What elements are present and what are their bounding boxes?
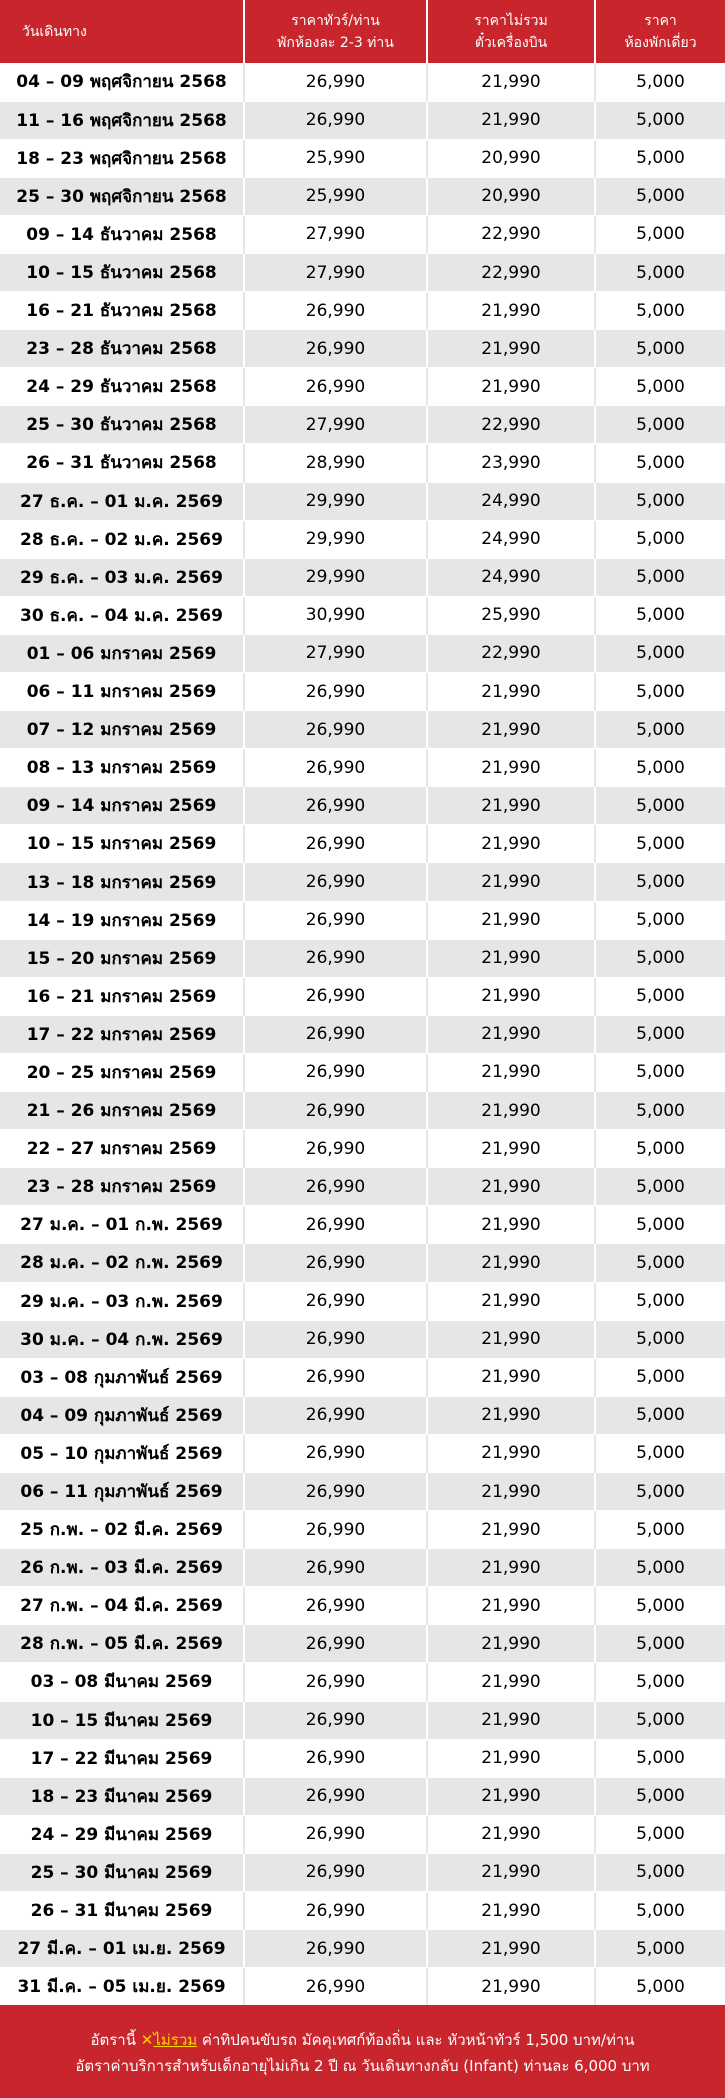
single-room-cell: 5,000 [595, 63, 725, 101]
table-row [0, 1587, 725, 1625]
single-room-cell: 5,000 [595, 406, 725, 444]
price-no-ticket-cell: 21,990 [427, 330, 595, 368]
table-row [0, 1815, 725, 1853]
single-room-cell: 5,000 [595, 215, 725, 253]
travel-date-cell: 09 – 14 ธันวาคม 2568 [0, 215, 244, 253]
table-row [0, 1015, 725, 1053]
single-room-cell: 5,000 [595, 1396, 725, 1434]
table-row [0, 1244, 725, 1282]
price-no-ticket-cell: 21,990 [427, 1625, 595, 1663]
price-no-ticket-cell: 21,990 [427, 1282, 595, 1320]
tour-price-cell: 26,990 [244, 1853, 427, 1891]
table-row [0, 177, 725, 215]
price-no-ticket-cell: 25,990 [427, 596, 595, 634]
travel-date-cell: 30 ม.ค. – 04 ก.พ. 2569 [0, 1320, 244, 1358]
footer-line-2: อัตราค่าบริการสำหรับเด็กอายุไม่เกิน 2 ปี ณ วันเดินทางกลับ (Infant) ท่านละ 6,000 บาท [75, 2057, 650, 2075]
single-room-cell: 5,000 [595, 1092, 725, 1130]
single-room-cell: 5,000 [595, 749, 725, 787]
tour-price-cell: 29,990 [244, 520, 427, 558]
price-no-ticket-cell: 21,990 [427, 1320, 595, 1358]
price-no-ticket-cell: 21,990 [427, 1892, 595, 1930]
travel-date-cell: 28 ม.ค. – 02 ก.พ. 2569 [0, 1244, 244, 1282]
table-row [0, 1282, 725, 1320]
tour-price-cell: 27,990 [244, 634, 427, 672]
price-no-ticket-cell: 21,990 [427, 1092, 595, 1130]
price-no-ticket-cell: 21,990 [427, 1701, 595, 1739]
single-room-cell: 5,000 [595, 673, 725, 711]
header-travel-date-label: วันเดินทาง [22, 23, 87, 40]
travel-date-cell: 31 มี.ค. – 05 เม.ย. 2569 [0, 1968, 244, 2006]
single-room-cell: 5,000 [595, 1663, 725, 1701]
travel-date-cell: 25 – 30 ธันวาคม 2568 [0, 406, 244, 444]
table-row [0, 634, 725, 672]
single-room-cell: 5,000 [595, 253, 725, 291]
single-room-cell: 5,000 [595, 1511, 725, 1549]
travel-date-cell: 20 – 25 มกราคม 2569 [0, 1053, 244, 1091]
travel-date-cell: 18 – 23 พฤศจิกายน 2568 [0, 139, 244, 177]
tour-price-cell: 26,990 [244, 1549, 427, 1587]
price-no-ticket-cell: 21,990 [427, 1130, 595, 1168]
tour-price-cell: 26,990 [244, 368, 427, 406]
table-row [0, 1511, 725, 1549]
table-row [0, 596, 725, 634]
table-row [0, 1739, 725, 1777]
header-single-room-line2: ห้องพักเดี่ยว [624, 34, 697, 51]
table-row [0, 1168, 725, 1206]
header-single-room [595, 0, 725, 63]
price-no-ticket-cell: 21,990 [427, 901, 595, 939]
tour-price-cell: 29,990 [244, 482, 427, 520]
travel-date-cell: 23 – 28 มกราคม 2569 [0, 1168, 244, 1206]
tour-price-cell: 29,990 [244, 558, 427, 596]
single-room-cell: 5,000 [595, 1625, 725, 1663]
not-included-label: ไม่รวม [153, 2031, 198, 2049]
price-no-ticket-cell: 21,990 [427, 1549, 595, 1587]
travel-date-cell: 10 – 15 มกราคม 2569 [0, 825, 244, 863]
single-room-cell: 5,000 [595, 1206, 725, 1244]
travel-date-cell: 27 ก.พ. – 04 มี.ค. 2569 [0, 1587, 244, 1625]
price-no-ticket-cell: 21,990 [427, 673, 595, 711]
single-room-cell: 5,000 [595, 787, 725, 825]
table-row [0, 863, 725, 901]
table-row [0, 1663, 725, 1701]
travel-date-cell: 22 – 27 มกราคม 2569 [0, 1130, 244, 1168]
footer-line-1 [0, 2027, 725, 2053]
travel-date-cell: 23 – 28 ธันวาคม 2568 [0, 330, 244, 368]
price-no-ticket-cell: 21,990 [427, 1396, 595, 1434]
tour-price-cell: 26,990 [244, 787, 427, 825]
table-row [0, 1625, 725, 1663]
table-row [0, 1777, 725, 1815]
tour-price-cell: 26,990 [244, 292, 427, 330]
single-room-cell: 5,000 [595, 939, 725, 977]
table-row [0, 1358, 725, 1396]
single-room-cell: 5,000 [595, 1815, 725, 1853]
tour-price-cell: 26,990 [244, 1968, 427, 2006]
single-room-cell: 5,000 [595, 1549, 725, 1587]
single-room-cell: 5,000 [595, 1320, 725, 1358]
single-room-cell: 5,000 [595, 368, 725, 406]
travel-date-cell: 25 – 30 มีนาคม 2569 [0, 1853, 244, 1891]
price-no-ticket-cell: 24,990 [427, 482, 595, 520]
table-row [0, 101, 725, 139]
price-no-ticket-cell: 21,990 [427, 1930, 595, 1968]
single-room-cell: 5,000 [595, 1168, 725, 1206]
travel-date-cell: 24 – 29 ธันวาคม 2568 [0, 368, 244, 406]
price-no-ticket-cell: 21,990 [427, 1815, 595, 1853]
tour-price-cell: 26,990 [244, 1663, 427, 1701]
tour-price-cell: 26,990 [244, 1434, 427, 1472]
table-row [0, 253, 725, 291]
travel-date-cell: 05 – 10 กุมภาพันธ์ 2569 [0, 1434, 244, 1472]
travel-date-cell: 26 – 31 มีนาคม 2569 [0, 1892, 244, 1930]
travel-date-cell: 15 – 20 มกราคม 2569 [0, 939, 244, 977]
table-row [0, 558, 725, 596]
table-row [0, 787, 725, 825]
travel-date-cell: 18 – 23 มีนาคม 2569 [0, 1777, 244, 1815]
single-room-cell: 5,000 [595, 1930, 725, 1968]
table-row [0, 63, 725, 101]
table-row [0, 749, 725, 787]
tour-price-cell: 26,990 [244, 1815, 427, 1853]
table-row [0, 1396, 725, 1434]
table-body [0, 63, 725, 2006]
table-row [0, 977, 725, 1015]
travel-date-cell: 01 – 06 มกราคม 2569 [0, 634, 244, 672]
tour-price-cell: 26,990 [244, 1015, 427, 1053]
table-row [0, 1320, 725, 1358]
tour-price-cell: 27,990 [244, 406, 427, 444]
single-room-cell: 5,000 [595, 901, 725, 939]
travel-date-cell: 21 – 26 มกราคม 2569 [0, 1092, 244, 1130]
tour-price-cell: 26,990 [244, 939, 427, 977]
travel-date-cell: 03 – 08 มีนาคม 2569 [0, 1663, 244, 1701]
tour-price-cell: 26,990 [244, 825, 427, 863]
single-room-cell: 5,000 [595, 444, 725, 482]
price-no-ticket-cell: 20,990 [427, 139, 595, 177]
price-no-ticket-cell: 21,990 [427, 1511, 595, 1549]
single-room-cell: 5,000 [595, 330, 725, 368]
tour-price-cell: 26,990 [244, 1358, 427, 1396]
single-room-cell: 5,000 [595, 863, 725, 901]
header-travel-date [0, 0, 244, 63]
travel-date-cell: 08 – 13 มกราคม 2569 [0, 749, 244, 787]
table-row [0, 1092, 725, 1130]
price-no-ticket-cell: 21,990 [427, 1472, 595, 1510]
tour-price-cell: 26,990 [244, 1701, 427, 1739]
tour-price-cell: 26,990 [244, 1168, 427, 1206]
price-no-ticket-cell: 22,990 [427, 634, 595, 672]
price-no-ticket-cell: 21,990 [427, 1244, 595, 1282]
single-room-cell: 5,000 [595, 558, 725, 596]
table-row [0, 1130, 725, 1168]
travel-date-cell: 13 – 18 มกราคม 2569 [0, 863, 244, 901]
single-room-cell: 5,000 [595, 825, 725, 863]
price-no-ticket-cell: 21,990 [427, 1739, 595, 1777]
price-no-ticket-cell: 21,990 [427, 1015, 595, 1053]
price-no-ticket-cell: 21,990 [427, 1587, 595, 1625]
single-room-cell: 5,000 [595, 1358, 725, 1396]
travel-date-cell: 25 ก.พ. – 02 มี.ค. 2569 [0, 1511, 244, 1549]
travel-date-cell: 17 – 22 มกราคม 2569 [0, 1015, 244, 1053]
footer-tip-text: ค่าทิปคนขับรถ มัคคุเทศก์ท้องถิ่น และ หัวหน้าทัวร์ 1,500 บาท/ท่าน [201, 2031, 635, 2049]
tour-price-cell: 26,990 [244, 1511, 427, 1549]
price-no-ticket-cell: 21,990 [427, 825, 595, 863]
travel-date-cell: 14 – 19 มกราคม 2569 [0, 901, 244, 939]
tour-price-cell: 27,990 [244, 253, 427, 291]
price-no-ticket-cell: 23,990 [427, 444, 595, 482]
single-room-cell: 5,000 [595, 1015, 725, 1053]
table-row [0, 520, 725, 558]
single-room-cell: 5,000 [595, 977, 725, 1015]
tour-price-cell: 26,990 [244, 1396, 427, 1434]
single-room-cell: 5,000 [595, 634, 725, 672]
table-row [0, 444, 725, 482]
travel-date-cell: 06 – 11 กุมภาพันธ์ 2569 [0, 1472, 244, 1510]
tour-price-cell: 26,990 [244, 749, 427, 787]
single-room-cell: 5,000 [595, 1472, 725, 1510]
table-row [0, 1892, 725, 1930]
travel-date-cell: 27 มี.ค. – 01 เม.ย. 2569 [0, 1930, 244, 1968]
travel-date-cell: 10 – 15 ธันวาคม 2568 [0, 253, 244, 291]
price-no-ticket-cell: 21,990 [427, 1168, 595, 1206]
single-room-cell: 5,000 [595, 1892, 725, 1930]
tour-price-cell: 25,990 [244, 177, 427, 215]
table-row [0, 673, 725, 711]
price-no-ticket-cell: 21,990 [427, 1777, 595, 1815]
tour-price-cell: 26,990 [244, 1206, 427, 1244]
tour-price-cell: 26,990 [244, 63, 427, 101]
tour-price-cell: 26,990 [244, 1282, 427, 1320]
tour-price-cell: 26,990 [244, 901, 427, 939]
tour-price-cell: 26,990 [244, 1930, 427, 1968]
single-room-cell: 5,000 [595, 1853, 725, 1891]
table-row [0, 901, 725, 939]
tour-price-cell: 26,990 [244, 1739, 427, 1777]
table-row [0, 1472, 725, 1510]
table-row [0, 1434, 725, 1472]
header-tour-price [244, 0, 427, 63]
travel-date-cell: 27 ธ.ค. – 01 ม.ค. 2569 [0, 482, 244, 520]
price-no-ticket-cell: 22,990 [427, 215, 595, 253]
price-no-ticket-cell: 21,990 [427, 787, 595, 825]
travel-date-cell: 03 – 08 กุมภาพันธ์ 2569 [0, 1358, 244, 1396]
single-room-cell: 5,000 [595, 482, 725, 520]
travel-date-cell: 16 – 21 มกราคม 2569 [0, 977, 244, 1015]
header-price-no-ticket [427, 0, 595, 63]
header-price-no-ticket-line1: ราคาไม่รวม [474, 12, 548, 29]
travel-date-cell: 06 – 11 มกราคม 2569 [0, 673, 244, 711]
header-tour-price-line1: ราคาทัวร์/ท่าน [291, 12, 380, 29]
table-row [0, 368, 725, 406]
single-room-cell: 5,000 [595, 1777, 725, 1815]
table-row [0, 1549, 725, 1587]
travel-date-cell: 26 – 31 ธันวาคม 2568 [0, 444, 244, 482]
travel-date-cell: 26 ก.พ. – 03 มี.ค. 2569 [0, 1549, 244, 1587]
price-no-ticket-cell: 21,990 [427, 1968, 595, 2006]
price-no-ticket-cell: 20,990 [427, 177, 595, 215]
travel-date-cell: 09 – 14 มกราคม 2569 [0, 787, 244, 825]
table-row [0, 1053, 725, 1091]
travel-date-cell: 29 ธ.ค. – 03 ม.ค. 2569 [0, 558, 244, 596]
price-no-ticket-cell: 21,990 [427, 368, 595, 406]
single-room-cell: 5,000 [595, 1968, 725, 2006]
travel-date-cell: 24 – 29 มีนาคม 2569 [0, 1815, 244, 1853]
single-room-cell: 5,000 [595, 1434, 725, 1472]
tour-price-cell: 25,990 [244, 139, 427, 177]
price-no-ticket-cell: 21,990 [427, 101, 595, 139]
price-no-ticket-cell: 22,990 [427, 253, 595, 291]
tour-price-cell: 26,990 [244, 1777, 427, 1815]
table-row [0, 1206, 725, 1244]
tour-price-cell: 26,990 [244, 863, 427, 901]
tour-price-cell: 26,990 [244, 1472, 427, 1510]
travel-date-cell: 27 ม.ค. – 01 ก.พ. 2569 [0, 1206, 244, 1244]
table-row [0, 1930, 725, 1968]
single-room-cell: 5,000 [595, 1244, 725, 1282]
single-room-cell: 5,000 [595, 101, 725, 139]
table-row [0, 939, 725, 977]
travel-date-cell: 25 – 30 พฤศจิกายน 2568 [0, 177, 244, 215]
tour-price-cell: 26,990 [244, 1587, 427, 1625]
table-row [0, 292, 725, 330]
tour-price-cell: 27,990 [244, 215, 427, 253]
price-no-ticket-cell: 21,990 [427, 1853, 595, 1891]
tour-price-cell: 26,990 [244, 1625, 427, 1663]
tour-price-cell: 26,990 [244, 101, 427, 139]
travel-date-cell: 07 – 12 มกราคม 2569 [0, 711, 244, 749]
price-no-ticket-cell: 21,990 [427, 977, 595, 1015]
table-row [0, 139, 725, 177]
table-row [0, 711, 725, 749]
price-no-ticket-cell: 21,990 [427, 292, 595, 330]
footer-prefix: อัตรานี้ [90, 2031, 136, 2049]
header-tour-price-line2: พักห้องละ 2-3 ท่าน [277, 34, 394, 51]
single-room-cell: 5,000 [595, 139, 725, 177]
single-room-cell: 5,000 [595, 177, 725, 215]
tour-price-cell: 26,990 [244, 1320, 427, 1358]
price-no-ticket-cell: 21,990 [427, 749, 595, 787]
tour-price-cell: 26,990 [244, 1053, 427, 1091]
table-row [0, 1853, 725, 1891]
travel-date-cell: 04 – 09 กุมภาพันธ์ 2569 [0, 1396, 244, 1434]
price-no-ticket-cell: 21,990 [427, 711, 595, 749]
header-row [0, 0, 725, 63]
tour-price-cell: 30,990 [244, 596, 427, 634]
tour-price-cell: 26,990 [244, 673, 427, 711]
travel-date-cell: 17 – 22 มีนาคม 2569 [0, 1739, 244, 1777]
single-room-cell: 5,000 [595, 596, 725, 634]
not-included-x-icon: ✕ [140, 2031, 154, 2049]
single-room-cell: 5,000 [595, 1587, 725, 1625]
price-no-ticket-cell: 24,990 [427, 520, 595, 558]
table-row [0, 482, 725, 520]
price-no-ticket-cell: 21,990 [427, 939, 595, 977]
table-row [0, 1968, 725, 2006]
table-row [0, 330, 725, 368]
price-no-ticket-cell: 22,990 [427, 406, 595, 444]
tour-price-cell: 26,990 [244, 1244, 427, 1282]
tour-price-cell: 26,990 [244, 1130, 427, 1168]
price-no-ticket-cell: 24,990 [427, 558, 595, 596]
price-no-ticket-cell: 21,990 [427, 1053, 595, 1091]
single-room-cell: 5,000 [595, 1130, 725, 1168]
single-room-cell: 5,000 [595, 292, 725, 330]
travel-date-cell: 10 – 15 มีนาคม 2569 [0, 1701, 244, 1739]
price-no-ticket-cell: 21,990 [427, 1663, 595, 1701]
single-room-cell: 5,000 [595, 1701, 725, 1739]
tour-price-cell: 26,990 [244, 711, 427, 749]
single-room-cell: 5,000 [595, 1053, 725, 1091]
footer-note [0, 2005, 725, 2098]
table-row [0, 1701, 725, 1739]
price-no-ticket-cell: 21,990 [427, 63, 595, 101]
tour-price-cell: 26,990 [244, 1892, 427, 1930]
single-room-cell: 5,000 [595, 1282, 725, 1320]
table-row [0, 825, 725, 863]
price-no-ticket-cell: 21,990 [427, 1206, 595, 1244]
price-no-ticket-cell: 21,990 [427, 1434, 595, 1472]
header-price-no-ticket-line2: ตั๋วเครื่องบิน [474, 34, 548, 51]
table-row [0, 406, 725, 444]
price-no-ticket-cell: 21,990 [427, 863, 595, 901]
single-room-cell: 5,000 [595, 520, 725, 558]
header-single-room-line1: ราคา [644, 12, 677, 29]
table-row [0, 215, 725, 253]
tour-price-cell: 26,990 [244, 330, 427, 368]
tour-price-cell: 26,990 [244, 1092, 427, 1130]
single-room-cell: 5,000 [595, 1739, 725, 1777]
travel-date-cell: 29 ม.ค. – 03 ก.พ. 2569 [0, 1282, 244, 1320]
price-no-ticket-cell: 21,990 [427, 1358, 595, 1396]
travel-date-cell: 28 ธ.ค. – 02 ม.ค. 2569 [0, 520, 244, 558]
table-header [0, 0, 725, 63]
travel-date-cell: 16 – 21 ธันวาคม 2568 [0, 292, 244, 330]
single-room-cell: 5,000 [595, 711, 725, 749]
travel-date-cell: 11 – 16 พฤศจิกายน 2568 [0, 101, 244, 139]
travel-date-cell: 30 ธ.ค. – 04 ม.ค. 2569 [0, 596, 244, 634]
tour-price-cell: 26,990 [244, 977, 427, 1015]
tour-price-cell: 28,990 [244, 444, 427, 482]
travel-date-cell: 04 – 09 พฤศจิกายน 2568 [0, 63, 244, 101]
travel-date-cell: 28 ก.พ. – 05 มี.ค. 2569 [0, 1625, 244, 1663]
